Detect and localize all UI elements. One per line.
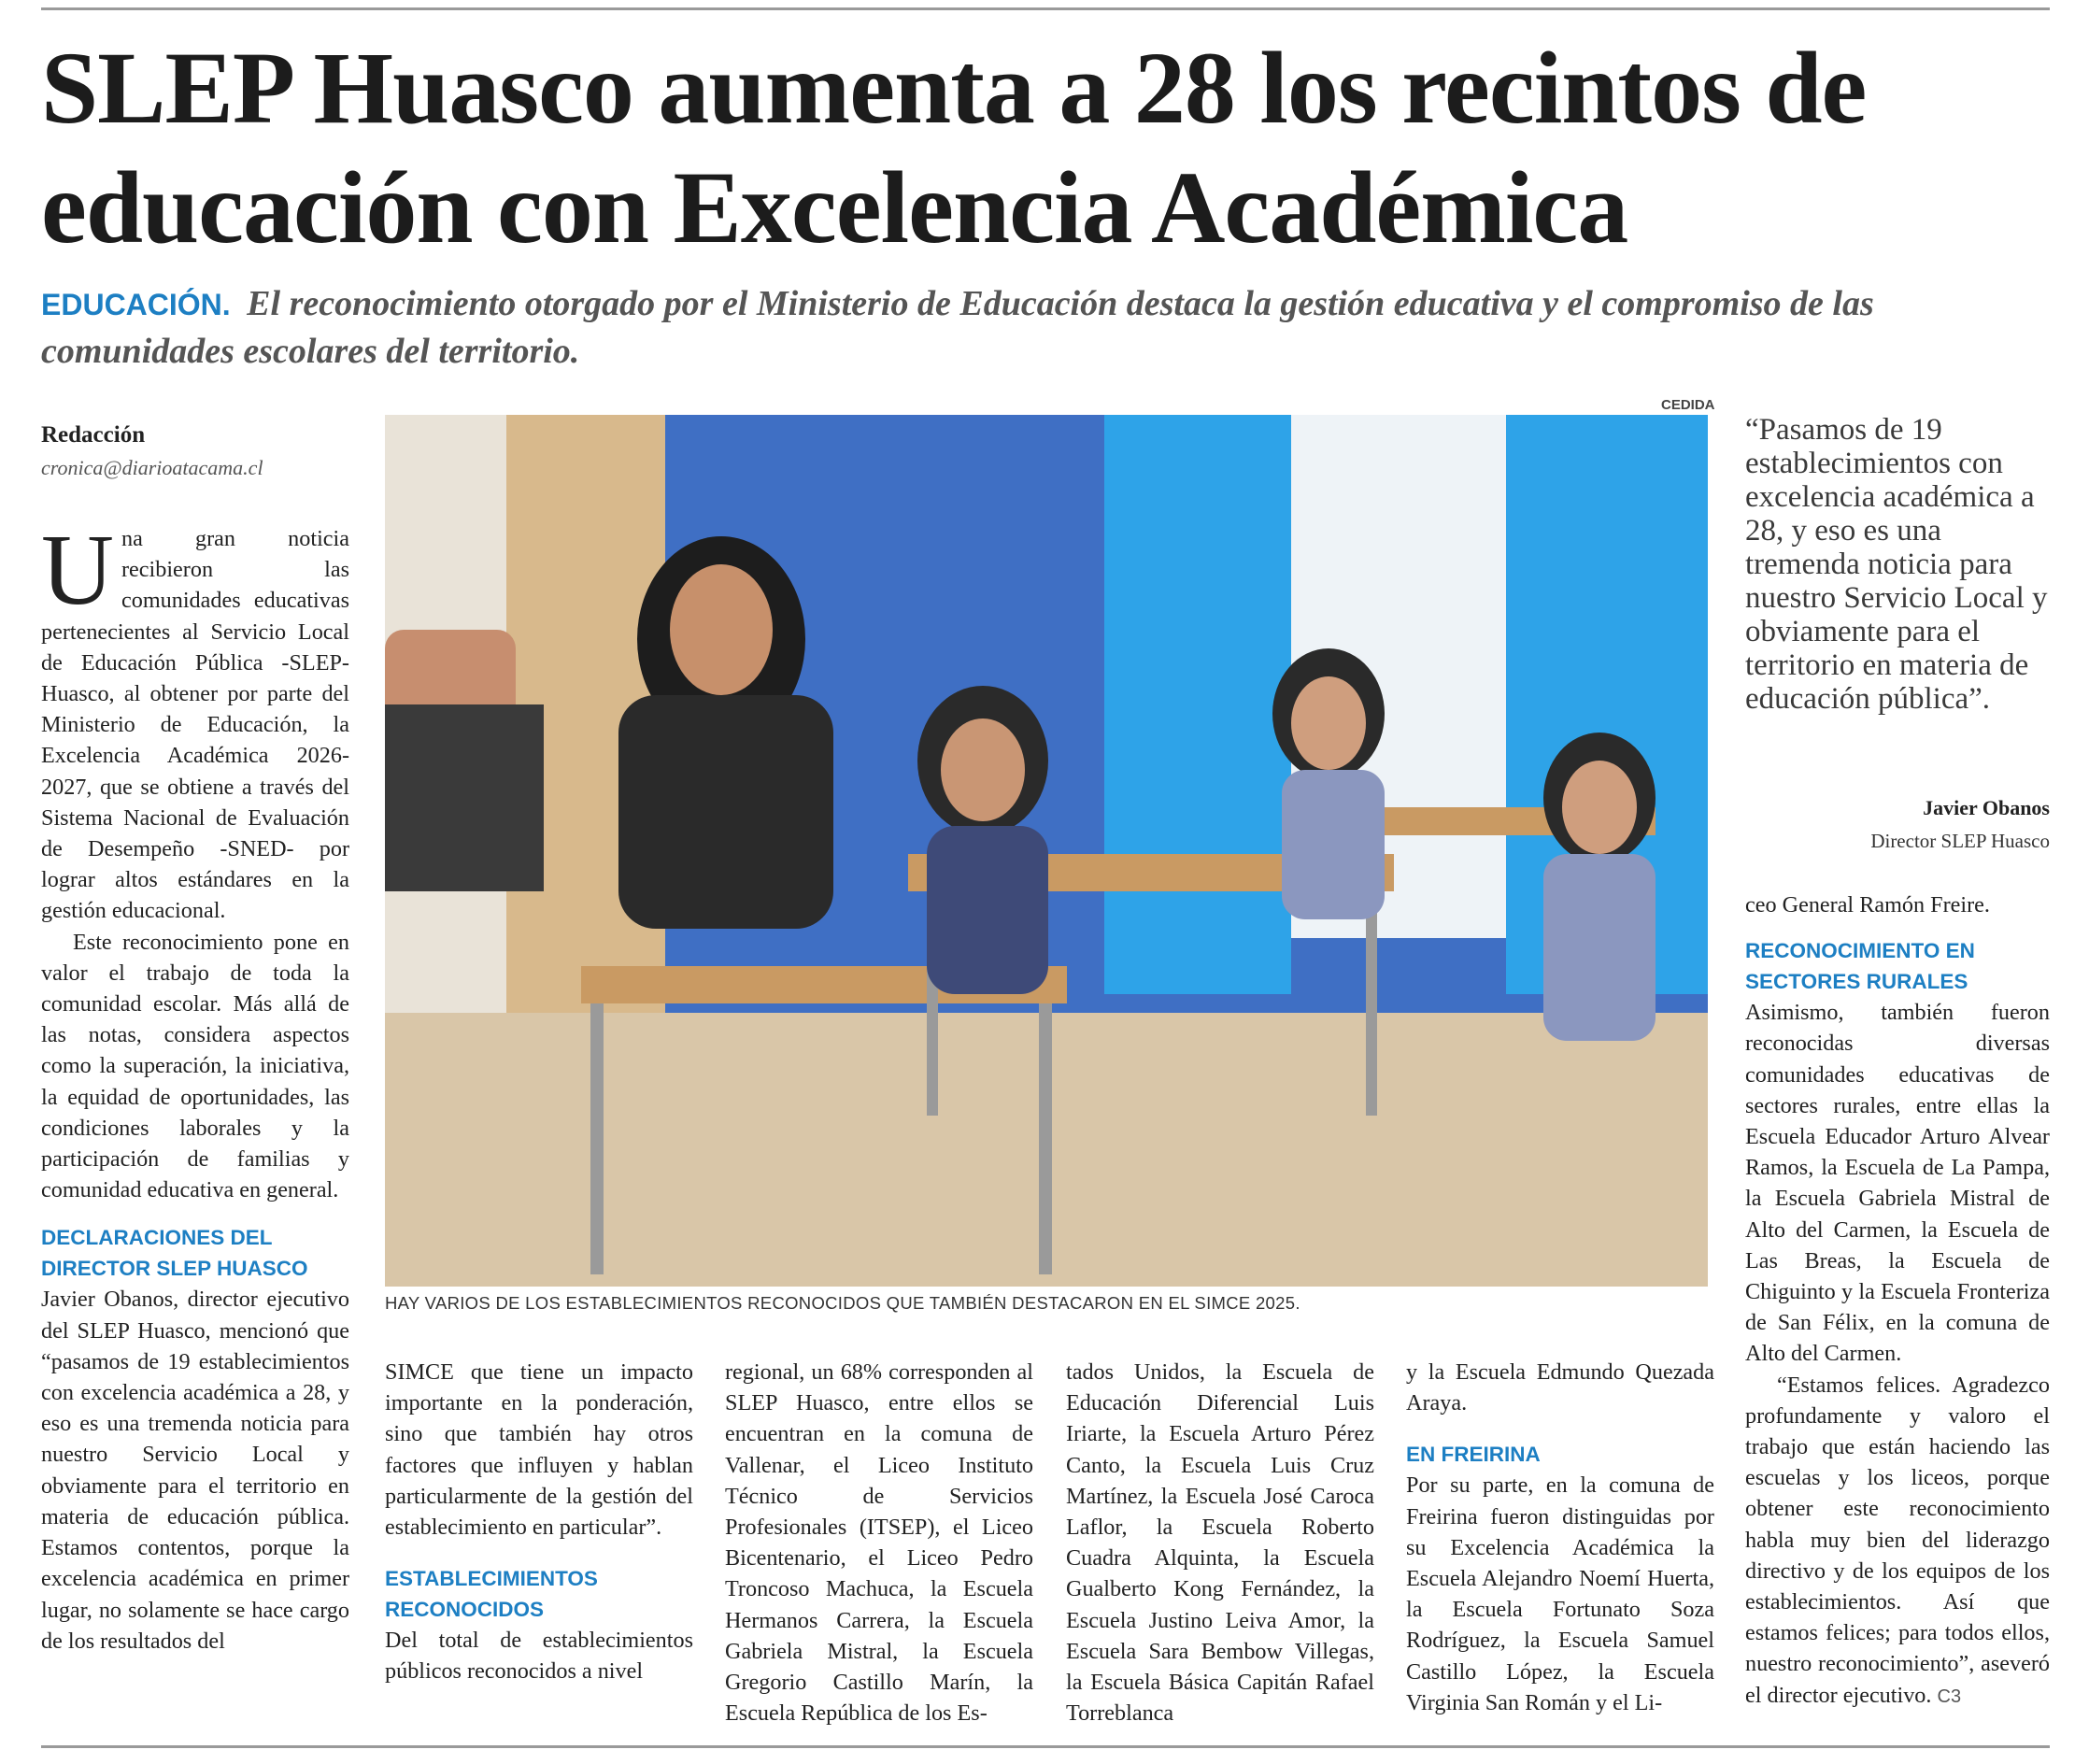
paragraph-6: Asimismo, también fueron reconocidas diversas comunidades educativas de sectores rurales, entre ellas la Escuela Educador Arturo Alvear Ramos, la Escuela de La Pampa, la Escuela Gabriela Mistral de Alto del Carmen, la Escuela de Las Breas, la Escuela de Chiguinto y la Escuela Fronteriza de San Félix, en la comuna de Alto del Carmen. — [1745, 1000, 2050, 1367]
column-2 — [385, 1357, 693, 1687]
paragraph-4c: tados Unidos, la Escuela de Educación Diferencial Luis Iriarte, la Escuela Arturo Pérez Canto, la Escuela Luis Cruz Martínez, la Escuela José Caroca Laflor, la Escuela Roberto Cuadra Alquinta, la Escuela Gualberto Kong Fernández, la Escuela Justino Leiva Amor, la Escuela Sara Bembow Villegas, la Escuela Básica Capitán Rafael Torreblanca — [1066, 1359, 1374, 1727]
pull-quote: “Pasamos de 19 establecimientos con excelencia académica a 28, y eso es una tremenda noticia para nuestro Servicio Local y obviamente para el territorio en materia de educación pública”. — [1745, 413, 2048, 716]
classroom-photo — [385, 415, 1708, 1287]
bottom-rule — [41, 1745, 2050, 1748]
paragraph-5b: ceo General Ramón Freire. — [1745, 892, 1990, 918]
deck-kicker: EDUCACIÓN. — [41, 288, 231, 321]
headline: SLEP Huasco aumenta a 28 los recintos de educación con Excelencia Académica — [41, 31, 1867, 264]
column-3 — [725, 1357, 1033, 1728]
paragraph-5: Por su parte, en la comuna de Freirina fueron distinguidas por su Excelencia Académica la Escuela Alejandro Noemí Huerta, la Escuela Fortunato Soza Rodríguez, la Escuela Samuel Castillo López, la Escuela Virginia San Román y el Li- — [1406, 1472, 1714, 1715]
photo-credit: CEDIDA — [1661, 397, 1715, 413]
column-6 — [1745, 889, 2050, 1713]
paragraph-4b: regional, un 68% corresponden al SLEP Huasco, entre ellos se encuentran en la comuna de Vallenar, el Liceo Instituto Técnico de Servicios Profesionales (ITSEP), el Liceo Bicentenario, el Liceo Pedro Troncoso Machuca, la Escuela Hermanos Carrera, la Escuela Gabriela Mistral, la Escuela Gregorio Castillo Marín, la Escuela República de los Es- — [725, 1359, 1033, 1727]
paragraph-3b: SIMCE que tiene un impacto importante en la ponderación, sino que también hay otros factores que influyen y hablan particularmente de la gestión del establecimiento en particular”. — [385, 1359, 693, 1541]
lead-paragraph — [41, 515, 349, 927]
top-rule — [41, 7, 2050, 10]
paragraph-7: “Estamos felices. Agradezco profundamente y valoro el trabajo que están haciendo las escuelas y los liceos, porque obtener este reconocimiento habla muy bien del liderazgo directivo y de los equipos de los establecimientos. Así que estamos felices; para todos ellos, nuestro reconocimiento”, aseveró el director ejecutivo. C3 — [1745, 1372, 2050, 1708]
paragraph-2: Este reconocimiento pone en valor el trabajo de toda la comunidad escolar. Más allá de las notas, considera aspectos como la superación, la iniciativa, la equidad de oportunidades, las condiciones laborales y la participación de familias y comunidad educativa en general. — [41, 929, 349, 1203]
subhead-establecimientos: ESTABLECIMIENTOS RECONOCIDOS — [385, 1567, 598, 1622]
byline-email: cronica@diarioatacama.cl — [41, 456, 263, 479]
subhead-freirina: EN FREIRINA — [1406, 1443, 1541, 1467]
column-4 — [1066, 1357, 1374, 1728]
column-1 — [41, 515, 349, 1657]
byline-name: Redacción — [41, 422, 146, 448]
column-5 — [1406, 1357, 1714, 1718]
pull-quote-name: Javier Obanos — [1923, 796, 2050, 819]
drop-cap: U — [41, 515, 114, 626]
subhead-declaraciones: DECLARACIONES DEL DIRECTOR SLEP HUASCO — [41, 1226, 308, 1281]
classroom-illustration — [385, 415, 1708, 1287]
pull-quote-role: Director SLEP Huasco — [1870, 830, 2050, 852]
paragraph-1: na gran noticia recibieron las comunidades educativas pertenecientes al Servicio Local de Educación Pública -SLEP- Huasco, al obtener por parte del Ministerio de Educación, la Excelencia Académica 2026-2027, que se obtiene a través del Sistema Nacional de Evaluación de Desempeño -SNED- por lograr altos estándares en la gestión educacional. — [41, 526, 349, 924]
subhead-rurales: RECONOCIMIENTO EN SECTORES RURALES — [1745, 939, 1975, 994]
deck-text: El reconocimiento otorgado por el Ministerio de Educación destaca la gestión educativa y el compromiso de las comunidades escolares del territorio. — [41, 284, 1874, 371]
photo-caption: HAY VARIOS DE LOS ESTABLECIMIENTOS RECONOCIDOS QUE TAMBIÉN DESTACARON EN EL SIMCE 2025. — [385, 1293, 1300, 1313]
deck — [41, 280, 2050, 375]
paragraph-4a: Del total de establecimientos públicos reconocidos a nivel — [385, 1628, 693, 1685]
end-mark-icon: C3 — [1937, 1686, 1962, 1707]
paragraph-3a: Javier Obanos, director ejecutivo del SLEP Huasco, mencionó que “pasamos de 19 establecimientos con excelencia académica a 28, y eso es una tremenda noticia para nuestro Servicio Local y obviamente para el territorio en materia de educación pública. Estamos contentos, porque la excelencia académica en primer lugar, no solamente se hace cargo de los resultados del — [41, 1287, 349, 1654]
paragraph-4d: y la Escuela Edmundo Quezada Araya. — [1406, 1359, 1714, 1416]
